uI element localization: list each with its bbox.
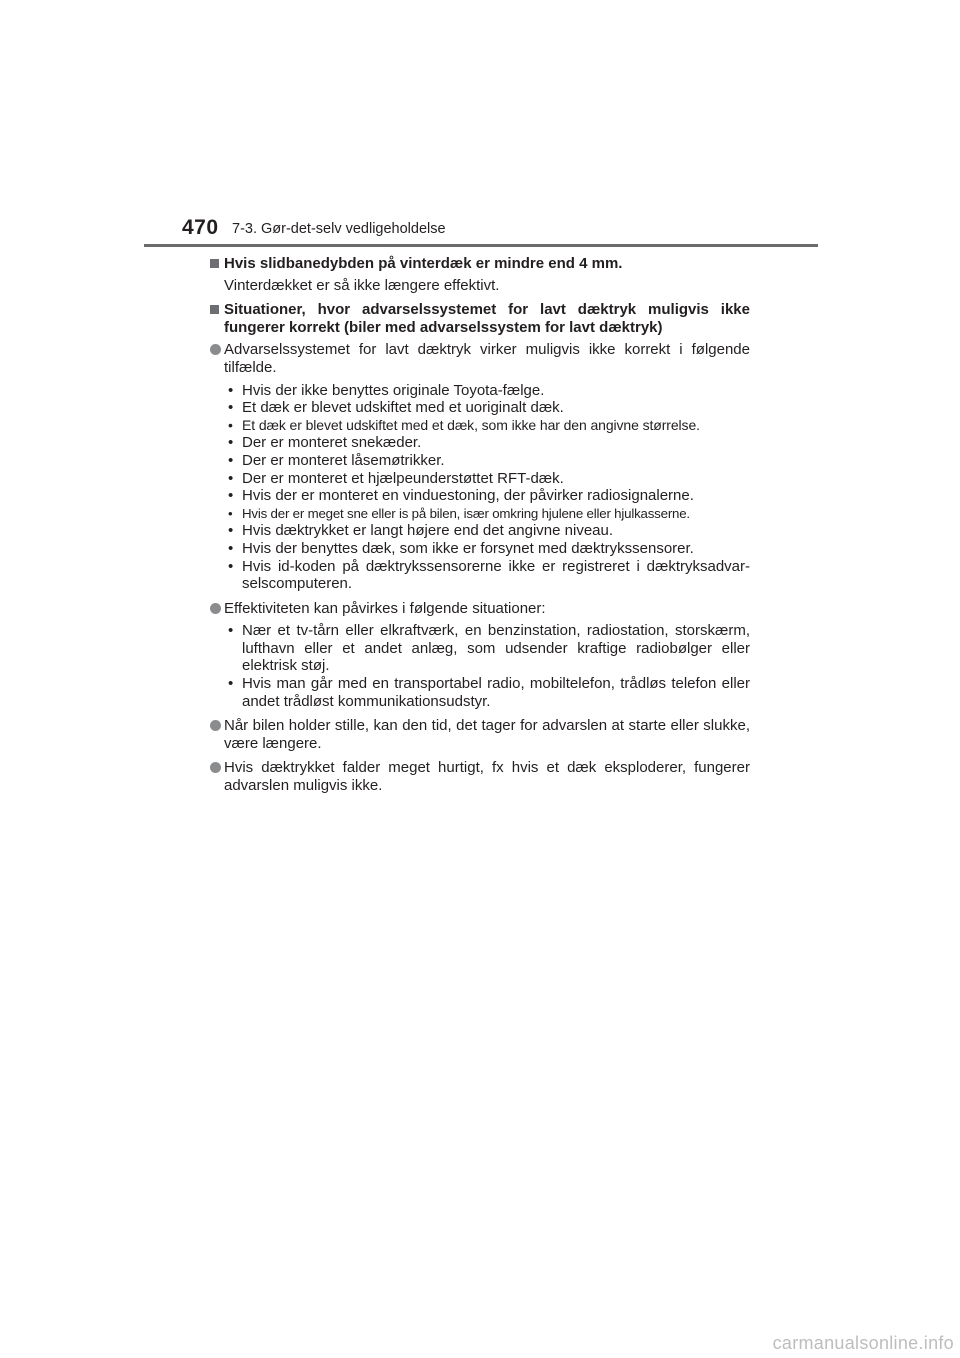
section-paragraph: Vinterdækket er så ikke længere effektivt.: [224, 276, 500, 294]
watermark: carmanualsonline.info: [772, 1333, 954, 1353]
square-bullet-icon: [210, 305, 219, 314]
sub-list: [224, 382, 750, 593]
bullet-text: Advarselssystemet for lavt dæktryk virker muligvis ikke korrekt i følgende tilfælde.: [224, 341, 750, 376]
section-heading: Situationer, hvor advarselssystemet for lavt dæktryk muligvis ikke fungerer korrekt (biler med advarselssystem for lavt dæktryk): [224, 301, 750, 336]
page-header: [182, 216, 822, 246]
list-item: • Der er monteret låsemøtrikker.: [228, 451, 445, 469]
list-item: • Nær et tv-tårn eller elkraftværk, en benzinstation, radiostation, storskærm, lufthavn eller et andet anlæg, som udsender kraftige radiobølger eller elektrisk støj.: [228, 622, 750, 675]
page-number: 470: [182, 216, 219, 239]
circle-bullet-icon: [210, 720, 221, 731]
circle-bullet-icon: [210, 603, 221, 614]
list-item: • Der er monteret snekæder.: [228, 434, 422, 452]
section-title: 7-3. Gør-det-selv vedligeholdelse: [232, 221, 446, 237]
list-item: • Et dæk er blevet udskiftet med et dæk, som ikke har den angivne størrelse.: [228, 416, 700, 433]
circle-bullet-icon: [210, 762, 221, 773]
circle-bullet-item: [210, 759, 750, 794]
circle-bullet-icon: [210, 344, 221, 355]
bullet-text: Effektiviteten kan påvirkes i følgende situationer:: [224, 599, 546, 617]
list-item: • Hvis id-koden på dæktrykssensorerne ikke er registreret i dæktryksadvar-selscomputeren.: [228, 557, 750, 593]
bullet-text: Når bilen holder stille, kan den tid, det tager for advarslen at starte eller slukke, være længere.: [224, 717, 750, 752]
list-item: • Hvis man går med en transportabel radio, mobiltelefon, trådløs telefon eller andet trådløst kommunikationsudstyr.: [228, 675, 750, 710]
main-content: [210, 255, 750, 802]
square-bullet-icon: [210, 259, 219, 268]
header-rule: [144, 244, 818, 247]
bullet-text: Hvis dæktrykket falder meget hurtigt, fx hvis et dæk eksploderer, fungerer advarslen muligvis ikke.: [224, 759, 750, 795]
list-item: • Hvis der er meget sne eller is på bilen, især omkring hjulene eller hjulkasserne.: [228, 505, 690, 521]
list-item: • Hvis der benyttes dæk, som ikke er forsynet med dæktrykssensorer.: [228, 539, 694, 557]
circle-bullet-item: [210, 600, 750, 711]
list-item: • Hvis der er monteret en vinduestoning, der påvirker radiosignalerne.: [228, 487, 694, 505]
list-item: • Hvis dæktrykket er langt højere end det angivne niveau.: [228, 522, 614, 540]
section-tpws-situations: [210, 301, 750, 794]
section-winter-tires: [210, 255, 750, 294]
list-item: • Hvis der ikke benyttes originale Toyota-fælge.: [228, 381, 545, 399]
circle-bullet-item: [210, 717, 750, 752]
list-item: • Et dæk er blevet udskiftet med et uoriginalt dæk.: [228, 399, 564, 417]
sub-list: [224, 622, 750, 710]
circle-bullet-item: [210, 341, 750, 592]
list-item: • Der er monteret et hjælpeunderstøttet RFT-dæk.: [228, 469, 564, 487]
section-heading: Hvis slidbanedybden på vinterdæk er mindre end 4 mm.: [224, 255, 623, 272]
